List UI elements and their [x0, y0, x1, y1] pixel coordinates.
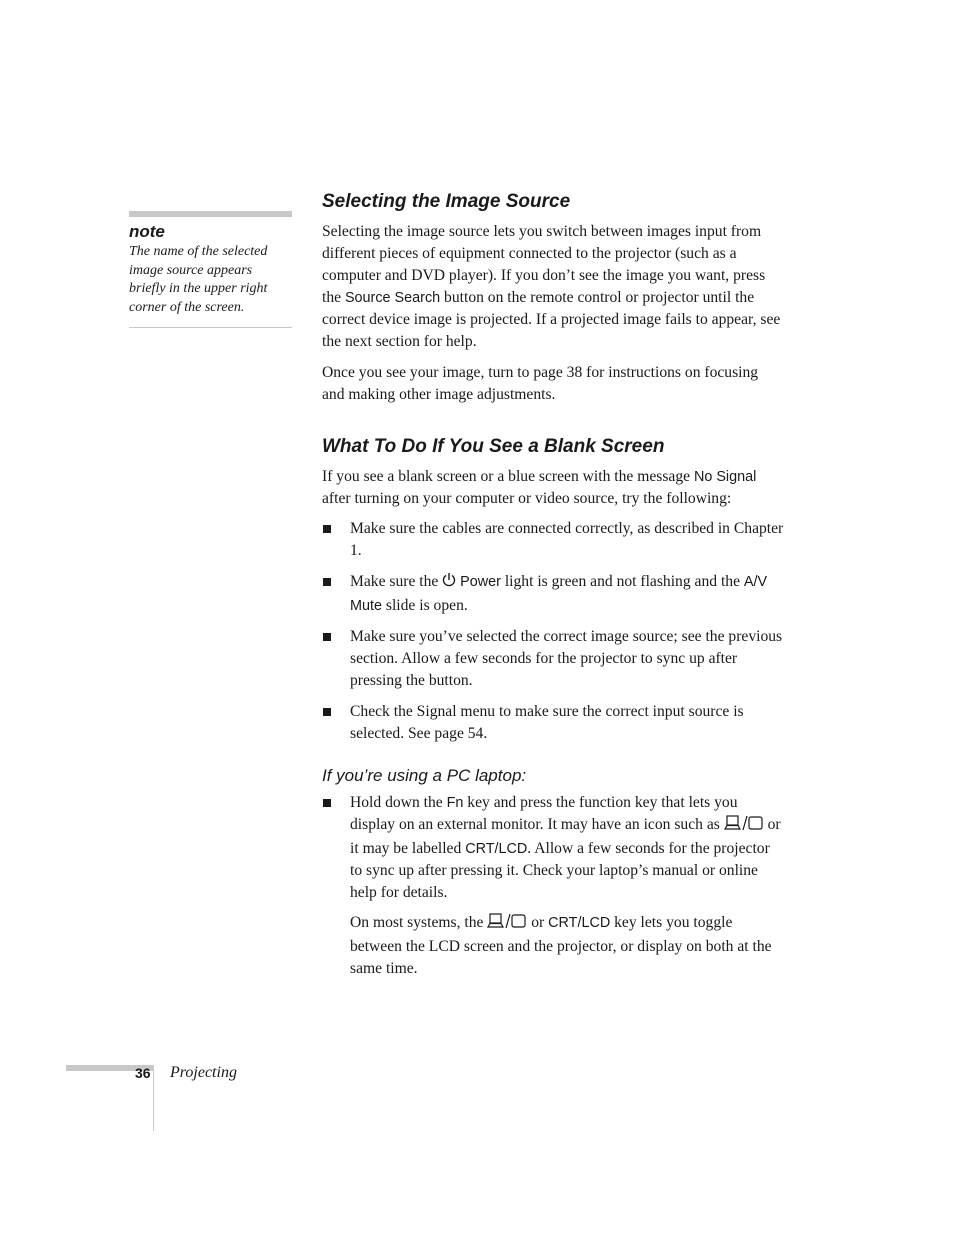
margin-note	[129, 211, 292, 328]
bullet-square	[323, 708, 331, 716]
bullet-square	[323, 633, 331, 641]
bullet-square	[323, 799, 331, 807]
main-content	[322, 189, 784, 980]
text-run: light is green and not flashing and the	[500, 573, 744, 590]
text-run: after turning on your computer or video source, try the following:	[322, 490, 732, 507]
note-body: The name of the selected image source appears briefly in the upper right corner of the screen.	[129, 244, 268, 316]
key-crt-lcd: CRT/LCD	[548, 915, 611, 931]
list-item	[322, 701, 784, 745]
text-run: key and press the function key that lets you display on an external monitor. It may have an icon such as	[350, 794, 738, 833]
note-divider	[129, 327, 292, 328]
paragraph-crt-lcd-toggle	[322, 912, 784, 980]
list-item-text: Make sure the cables are connected correctly, as described in Chapter 1.	[350, 520, 784, 559]
laptop-monitor-icon	[487, 913, 527, 936]
note-title: note	[129, 222, 165, 241]
key-power: Power	[460, 574, 501, 590]
text-run: button on the remote control or projector until the correct device image is projected. If a projected image fails to appear, see the next section for help.	[322, 289, 781, 350]
text-run: On most systems, the	[350, 914, 488, 931]
section-heading-image-source: Selecting the Image Source	[322, 191, 571, 212]
list-item	[322, 626, 784, 692]
list-item	[322, 792, 784, 904]
bullet-square	[323, 578, 331, 586]
text-run: Hold down the	[350, 794, 447, 811]
power-icon	[442, 572, 456, 595]
text-run: Make sure the	[350, 573, 443, 590]
list-item	[322, 571, 784, 617]
text-run: or	[527, 914, 549, 931]
bullet-square	[323, 525, 331, 533]
paragraph-focus-reference: Once you see your image, turn to page 38 for instructions on focusing and making other image adjustments.	[322, 364, 759, 403]
key-no-signal: No Signal	[693, 469, 757, 485]
troubleshooting-list	[322, 518, 784, 745]
laptop-monitor-icon	[724, 815, 764, 838]
page-number: 36	[135, 1065, 151, 1081]
text-run: or it may be labelled	[350, 816, 781, 857]
paragraph-blank-screen-intro	[322, 466, 784, 510]
note-top-bar	[129, 211, 292, 217]
list-item-text: Make sure you’ve selected the correct image source; see the previous section. Allow a few seconds for the projector to sync up after pressing the button.	[350, 628, 783, 689]
footer-section-name: Projecting	[170, 1064, 237, 1081]
paragraph-image-source	[322, 221, 784, 353]
footer-vertical-rule	[153, 1065, 154, 1131]
key-av-mute: A/V Mute	[350, 574, 768, 614]
text-run: If you see a blank screen or a blue screen with the message	[322, 468, 694, 485]
list-item	[322, 518, 784, 562]
key-crt-lcd: CRT/LCD	[465, 841, 528, 857]
laptop-list	[322, 792, 784, 904]
text-run: key lets you toggle between the LCD screen and the projector, or display on both at the same time.	[350, 914, 772, 977]
section-heading-blank-screen: What To Do If You See a Blank Screen	[322, 436, 665, 457]
subheading-pc-laptop: If you’re using a PC laptop:	[322, 766, 527, 785]
list-item-text: Check the Signal menu to make sure the correct input source is selected. See page 54.	[350, 703, 744, 742]
key-fn: Fn	[446, 795, 464, 811]
text-run: Selecting the image source lets you switch between images input from different pieces of equipment connected to the projector (such as a computer and DVD player). If you don’t see the image you want, press the	[322, 223, 766, 306]
key-source-search: Source Search	[344, 290, 441, 306]
text-run: slide is open.	[382, 597, 468, 614]
text-run: . Allow a few seconds for the projector to sync up after pressing it. Check your laptop’s manual or online help for details.	[350, 840, 770, 901]
